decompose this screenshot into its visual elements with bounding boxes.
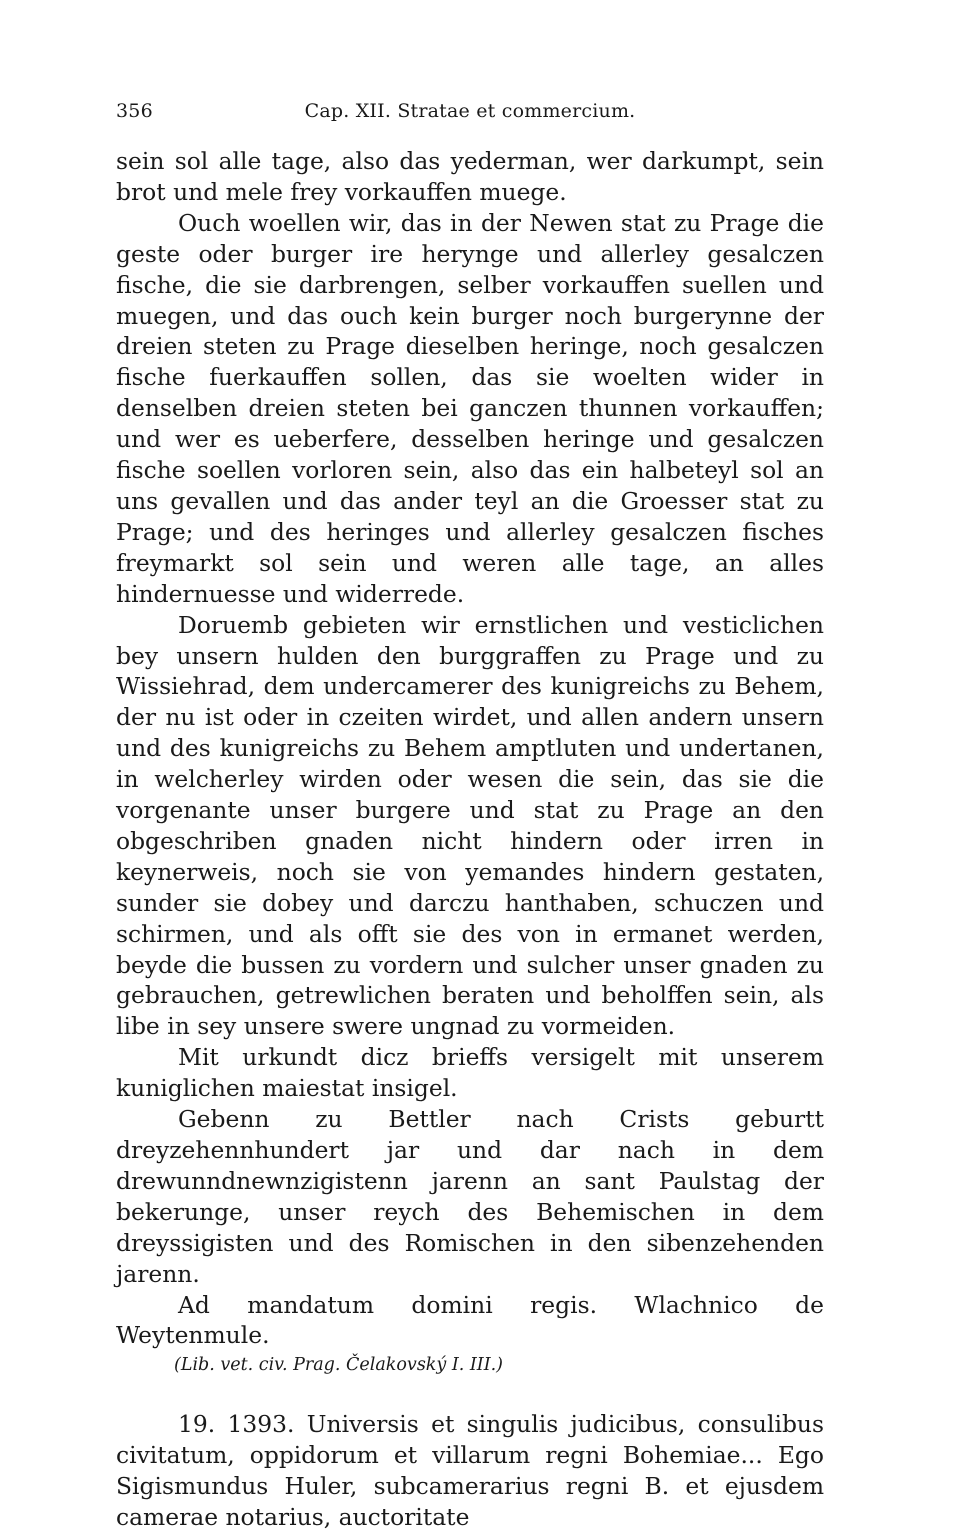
paragraph-dating: Gebenn zu Bettler nach Crists geburtt dreyzehennhundert jar und dar nach in dem drewunndnewnzigistenn jarenn an sant Paulstag der bekerunge, unser reych des Behemischen in dem dreyssigisten und des Romischen in den sibenzehenden jarenn. bbox=[116, 1105, 824, 1288]
page-number: 356 bbox=[116, 100, 153, 122]
source-note: (Lib. vet. civ. Prag. Čelakovský I. III.) bbox=[174, 1355, 504, 1376]
book-page bbox=[116, 96, 824, 1533]
paragraph-continuation: sein sol alle tage, also das yederman, wer darkumpt, sein brot und mele frey vorkauffen muege. bbox=[116, 147, 824, 206]
paragraph-herring-trade: Ouch woellen wir, das in der Newen stat zu Prage die geste oder burger ire herynge und allerley gesalczen fische, die sie darbrengen, selber vorkauffen suellen und muegen, und das ouch kein burger noch burgerynne der dreien steten zu Prage dieselben heringe, noch gesalczen fische fuerkauffen sollen, das sie woelten wider in denselben dreien steten bei ganczen thunnen vorkauffen; und wer es ueberfere, desselben heringe und gesalczen fische soellen vorloren sein, also das ein halbeteyl sol an uns gevallen und das ander teyl an die Groesser stat zu Prage; und des heringes und allerley gesalczen fisches freymarkt sol sein und weren alle tage, an alles hindernuesse und widerrede. bbox=[116, 208, 824, 608]
paragraph-mandate: Ad mandatum domini regis. Wlachnico de Weytenmule. bbox=[116, 1290, 824, 1350]
page-body bbox=[116, 146, 824, 1533]
page-header bbox=[116, 96, 824, 130]
paragraph-seal: Mit urkundt dicz brieffs versigelt mit unserem kuniglichen maiestat insigel. bbox=[116, 1043, 824, 1103]
running-head: Cap. XII. Stratae et commercium. bbox=[304, 100, 636, 122]
document-19-start: 19. 1393. Universis et singulis judicibus, consulibus civitatum, oppidorum et villarum regni Bohemiae... Ego Sigismundus Huler, subcamerarius regni B. et ejusdem camerae notarius, auctoritate bbox=[116, 1410, 824, 1532]
paragraph-command: Doruemb gebieten wir ernstlichen und vesticlichen bey unsern hulden den burggraffen zu Prage und zu Wissiehrad, dem undercamerer des kunigreichs zu Behem, der nu ist oder in czeiten wirdet, und allen andern unsern und des kunigreichs zu Behem amptluten und undertanen, in welcherley wirden oder wesen die sein, das sie die vorgenante unser burgere und stat zu Prage an den obgeschriben gnaden nicht hindern oder irren in keynerweis, noch sie von yemandes hindern gestaten, sunder sie dobey und darczu hanthaben, schuczen und schirmen, und als offt sie des von in ermanet werden, beyde die bussen zu vordern und sulcher unser gnaden zu gebrauchen, getrewlichen beraten und beholffen sein, als libe in sey unsere swere ungnad zu vormeiden. bbox=[116, 610, 824, 1041]
section-gap bbox=[116, 1379, 824, 1409]
